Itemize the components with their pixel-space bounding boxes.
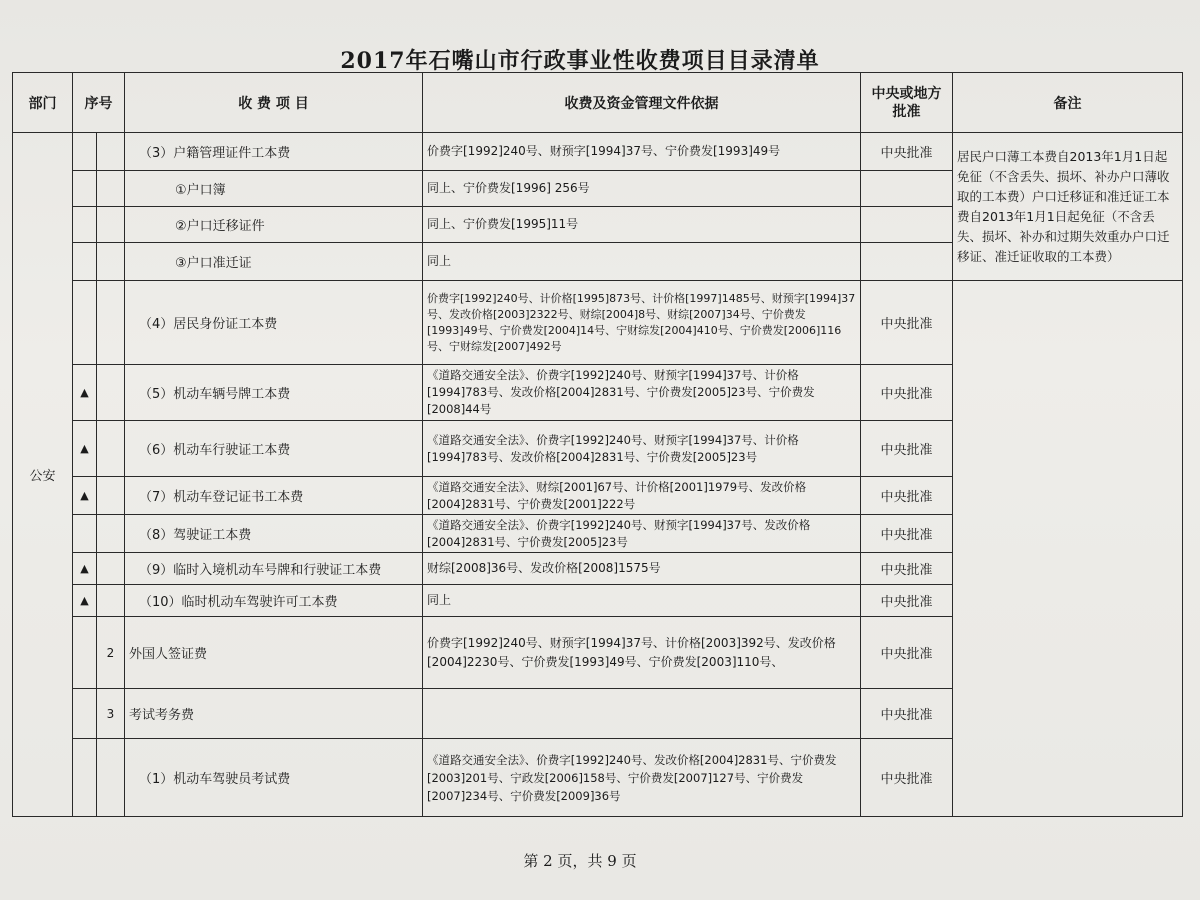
item-cell: （9）临时入境机动车号牌和行驶证工本费	[125, 553, 423, 585]
mark-cell	[73, 243, 97, 281]
note-cell: 居民户口薄工本费自2013年1月1日起免征（不含丢失、损坏、补办户口薄收取的工本费）户口迁移证和准迁证工本费自2013年1月1日起免征（不含丢失、损坏、补办和过期失效重办户口迁移证、准迁证收取的工本费）	[953, 133, 1183, 281]
num-cell	[97, 477, 125, 515]
approval-cell: 中央批准	[861, 133, 953, 171]
mark-cell	[73, 133, 97, 171]
header-item: 收 费 项 目	[125, 73, 423, 133]
item-cell: （7）机动车登记证书工本费	[125, 477, 423, 515]
mark-cell	[73, 689, 97, 739]
basis-cell: 《道路交通安全法》、价费字[1992]240号、财预字[1994]37号、发改价格[2004]2831号、宁价费发[2005]23号	[423, 515, 861, 553]
num-cell	[97, 365, 125, 421]
approval-cell: 中央批准	[861, 477, 953, 515]
header-approval: 中央或地方批准	[861, 73, 953, 133]
mark-cell: ▲	[73, 421, 97, 477]
num-cell	[97, 133, 125, 171]
item-cell: ③户口准迁证	[125, 243, 423, 281]
approval-cell: 中央批准	[861, 617, 953, 689]
item-cell: （8）驾驶证工本费	[125, 515, 423, 553]
basis-cell: 同上	[423, 243, 861, 281]
table-row	[13, 133, 1183, 171]
table-row	[13, 281, 1183, 365]
approval-cell: 中央批准	[861, 553, 953, 585]
basis-cell: 价费字[1992]240号、财预字[1994]37号、宁价费发[1993]49号	[423, 133, 861, 171]
item-cell: （3）户籍管理证件工本费	[125, 133, 423, 171]
item-cell: （6）机动车行驶证工本费	[125, 421, 423, 477]
basis-cell: 价费字[1992]240号、计价格[1995]873号、计价格[1997]1485号、财预字[1994]37号、发改价格[2003]2322号、财综[2004]8号、财综[2007]34号、宁价费发[1993]49号、宁价费发[2004]14号、宁财综发[2004]410号、宁价费发[2006]116号、宁财综发[2007]492号	[423, 281, 861, 365]
approval-cell	[861, 207, 953, 243]
department-cell: 公安	[13, 133, 73, 817]
mark-cell: ▲	[73, 477, 97, 515]
num-cell	[97, 171, 125, 207]
basis-cell: 《道路交通安全法》、财综[2001]67号、计价格[2001]1979号、发改价格[2004]2831号、宁价费发[2001]222号	[423, 477, 861, 515]
basis-cell: 同上、宁价费发[1995]11号	[423, 207, 861, 243]
item-cell: （5）机动车辆号牌工本费	[125, 365, 423, 421]
num-cell: 3	[97, 689, 125, 739]
approval-cell: 中央批准	[861, 421, 953, 477]
item-cell: （10）临时机动车驾驶许可工本费	[125, 585, 423, 617]
approval-cell: 中央批准	[861, 515, 953, 553]
header-seq: 序号	[73, 73, 125, 133]
num-cell	[97, 243, 125, 281]
page-title: 2017年石嘴山市行政事业性收费项目目录清单	[340, 48, 820, 74]
num-cell	[97, 585, 125, 617]
num-cell	[97, 421, 125, 477]
item-cell: （1）机动车驾驶员考试费	[125, 739, 423, 817]
num-cell	[97, 553, 125, 585]
item-cell: 考试考务费	[125, 689, 423, 739]
header-note: 备注	[953, 73, 1183, 133]
num-cell	[97, 739, 125, 817]
basis-cell: 同上、宁价费发[1996] 256号	[423, 171, 861, 207]
basis-cell: 《道路交通安全法》、价费字[1992]240号、财预字[1994]37号、计价格[1994]783号、发改价格[2004]2831号、宁价费发[2005]23号	[423, 421, 861, 477]
page-footer: 第 2 页，共 9 页	[523, 852, 637, 870]
mark-cell	[73, 207, 97, 243]
approval-cell: 中央批准	[861, 365, 953, 421]
basis-cell: 财综[2008]36号、发改价格[2008]1575号	[423, 553, 861, 585]
item-cell: ②户口迁移证件	[125, 207, 423, 243]
approval-cell	[861, 171, 953, 207]
note-cell-empty	[953, 281, 1183, 817]
approval-cell	[861, 243, 953, 281]
basis-cell: 价费字[1992]240号、财预字[1994]37号、计价格[2003]392号、发改价格[2004]2230号、宁价费发[1993]49号、宁价费发[2003]110号、	[423, 617, 861, 689]
basis-cell	[423, 689, 861, 739]
fee-table	[12, 72, 1183, 817]
table-header-row	[13, 73, 1183, 103]
approval-cell: 中央批准	[861, 585, 953, 617]
mark-cell	[73, 281, 97, 365]
mark-cell: ▲	[73, 553, 97, 585]
item-cell: （4）居民身份证工本费	[125, 281, 423, 365]
header-basis: 收费及资金管理文件依据	[423, 73, 861, 133]
mark-cell	[73, 515, 97, 553]
mark-cell: ▲	[73, 585, 97, 617]
approval-cell: 中央批准	[861, 689, 953, 739]
num-cell	[97, 515, 125, 553]
mark-cell	[73, 739, 97, 817]
item-cell: ①户口簿	[125, 171, 423, 207]
basis-cell: 《道路交通安全法》、价费字[1992]240号、财预字[1994]37号、计价格[1994]783号、发改价格[2004]2831号、宁价费发[2005]23号、宁价费发[2008]44号	[423, 365, 861, 421]
item-cell: 外国人签证费	[125, 617, 423, 689]
mark-cell	[73, 171, 97, 207]
basis-cell: 《道路交通安全法》、价费字[1992]240号、发改价格[2004]2831号、宁价费发[2003]201号、宁政发[2006]158号、宁价费发[2007]127号、宁价费发[2007]234号、宁价费发[2009]36号	[423, 739, 861, 817]
header-dept: 部门	[13, 73, 73, 133]
mark-cell: ▲	[73, 365, 97, 421]
approval-cell: 中央批准	[861, 281, 953, 365]
approval-cell: 中央批准	[861, 739, 953, 817]
mark-cell	[73, 617, 97, 689]
num-cell: 2	[97, 617, 125, 689]
basis-cell: 同上	[423, 585, 861, 617]
num-cell	[97, 281, 125, 365]
num-cell	[97, 207, 125, 243]
